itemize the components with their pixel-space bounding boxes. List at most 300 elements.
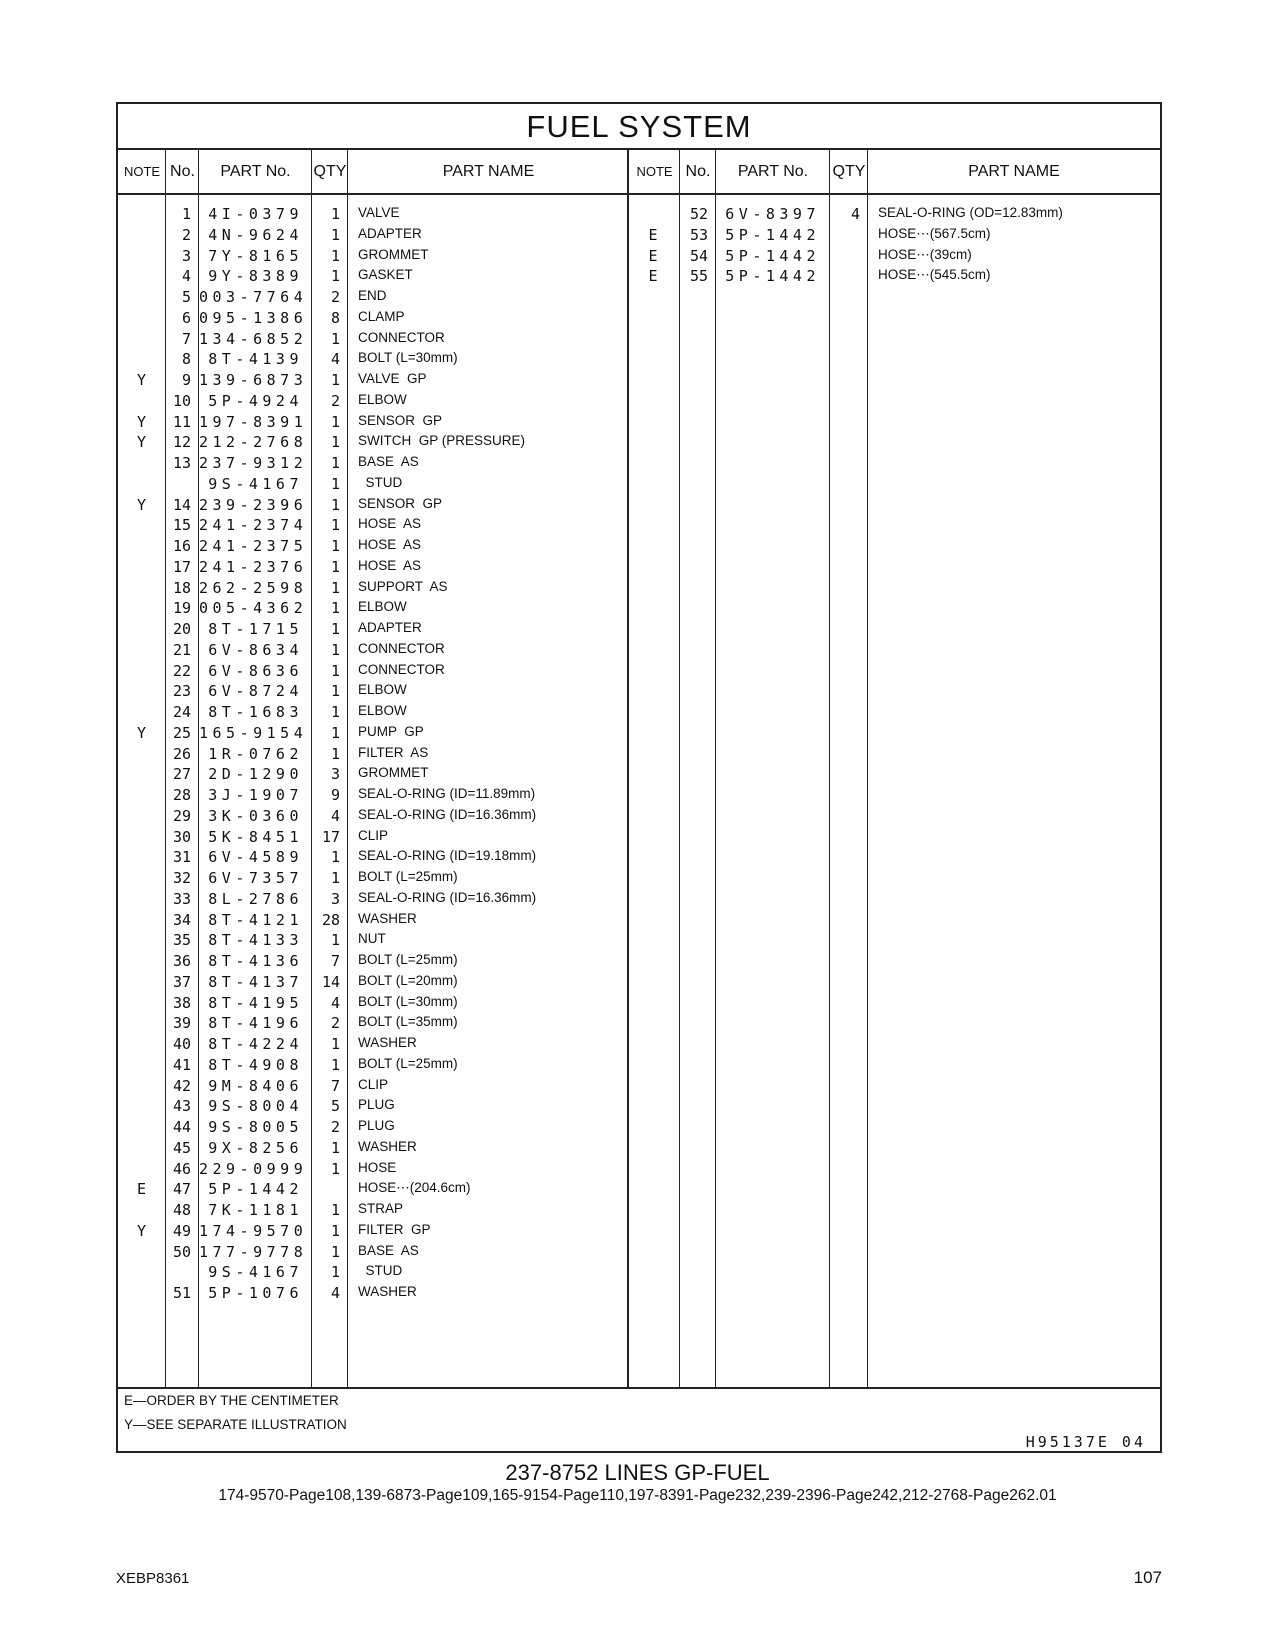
note-cell [118, 805, 165, 827]
note-cell [118, 950, 165, 972]
part-name-cell: BASE AS [358, 1242, 419, 1258]
note-cell [118, 1095, 165, 1117]
item-number-cell: 17 [172, 557, 191, 576]
header-part-no-right: PART No. [737, 163, 809, 180]
item-number-cell: 3 [181, 246, 191, 265]
quantity-cell: 17 [321, 827, 340, 846]
table-row [118, 1199, 1160, 1221]
table-row [118, 805, 1160, 827]
item-number-cell: 23 [172, 682, 191, 701]
note-cell [118, 1054, 165, 1076]
part-name-cell: SUPPORT AS [358, 578, 448, 594]
header-note-left: NOTE [123, 164, 161, 179]
header-part-name-left: PART NAME [442, 163, 535, 180]
part-name-cell: BOLT (L=30mm) [358, 350, 458, 366]
item-number-cell: 22 [172, 661, 191, 680]
item-number-cell: 11 [172, 412, 191, 431]
note-cell [118, 888, 165, 910]
note-cell: Y [136, 433, 147, 452]
part-number-cell: 241-2374 [199, 516, 308, 535]
item-number-cell: 48 [172, 1201, 191, 1219]
note-cell [118, 867, 165, 889]
quantity-cell: 1 [330, 1035, 340, 1053]
table-row [118, 971, 1160, 993]
part-name-cell: GROMMET [358, 765, 429, 781]
part-name-cell: CLAMP [358, 308, 405, 324]
item-number-cell: 6 [181, 308, 191, 327]
quantity-cell: 1 [330, 723, 340, 742]
part-name-cell: BASE AS [358, 454, 419, 469]
table-row [118, 224, 1160, 246]
item-number-cell: 47 [172, 1180, 191, 1199]
table-row [118, 577, 1160, 599]
part-name-cell: HOSE AS [358, 537, 422, 552]
item-number-cell: 53 [689, 225, 708, 244]
part-number-cell: 229-0999 [199, 1159, 308, 1178]
part-number-cell: 241-2376 [199, 557, 308, 576]
item-number-cell: 49 [172, 1221, 191, 1240]
item-number-cell: 30 [172, 827, 191, 846]
note-cell [118, 1116, 165, 1138]
header-qty-right: QTY [832, 163, 866, 180]
quantity-cell: 1 [330, 205, 340, 223]
item-number-cell: 31 [172, 848, 191, 867]
table-row [118, 639, 1160, 661]
part-name-cell: BOLT (L=25mm) [358, 869, 458, 884]
table-row [118, 1241, 1160, 1263]
part-number-cell: 6V-7357 [208, 869, 303, 887]
quantity-cell: 8 [330, 308, 340, 327]
quantity-cell: 1 [330, 412, 340, 431]
table-row [118, 390, 1160, 412]
item-number-cell: 20 [172, 620, 191, 638]
item-number-cell: 37 [172, 972, 191, 991]
header-qty-left: QTY [313, 163, 347, 180]
quantity-cell: 1 [330, 474, 340, 493]
quantity-cell: 1 [330, 225, 340, 244]
quantity-cell: 1 [330, 599, 340, 618]
part-number-cell: 8T-4137 [208, 972, 303, 991]
part-number-cell: 8T-4908 [208, 1055, 303, 1074]
part-name-cell: CLIP [358, 1076, 389, 1092]
part-name-cell: SWITCH GP (PRESSURE) [358, 433, 526, 449]
part-number-cell: 9Y-8389 [208, 267, 303, 286]
part-number-cell: 8T-4121 [208, 910, 303, 929]
part-name-cell: BOLT (L=30mm) [358, 993, 458, 1009]
table-row [118, 888, 1160, 910]
note-cell [118, 660, 165, 682]
part-name-cell: WASHER [358, 910, 417, 926]
part-number-cell: 095-1386 [199, 308, 308, 327]
table-row [118, 826, 1160, 848]
note-cell [118, 286, 165, 308]
table-row [118, 680, 1160, 702]
table-row [118, 1261, 1160, 1283]
note-cell: Y [136, 412, 147, 431]
part-name-cell: HOSE AS [358, 516, 422, 532]
quantity-cell: 4 [330, 806, 340, 825]
note-cell [118, 971, 165, 993]
quantity-cell: 1 [330, 1201, 340, 1219]
note-cell: E [648, 225, 658, 244]
part-number-cell: 8T-4196 [208, 1014, 303, 1033]
part-number-cell: 5P-1442 [208, 1180, 303, 1199]
page-references: 174-9570-Page108,139-6873-Page109,165-9154-Page110,197-8391-Page232,239-2396-Page242,212-2768-Page262.01 [218, 1487, 1057, 1504]
part-name-cell: ADAPTER [358, 620, 422, 635]
table-row [118, 1178, 1160, 1200]
part-number-cell: 134-6852 [199, 329, 308, 348]
quantity-cell: 1 [330, 1221, 340, 1240]
part-name-cell: HOSE AS [358, 557, 422, 573]
table-row [118, 514, 1160, 536]
header-note-right: NOTE [636, 164, 673, 179]
note-cell [118, 1199, 165, 1221]
part-name-cell: GROMMET [358, 246, 429, 262]
part-name-cell: SEAL-O-RING (OD=12.83mm) [878, 205, 1063, 220]
note-cell [118, 1261, 165, 1283]
part-number-cell: 4I-0379 [208, 205, 303, 223]
part-name-cell: ELBOW [358, 682, 407, 698]
note-cell [118, 826, 165, 848]
part-name-cell: SEAL-O-RING (ID=16.36mm) [358, 806, 537, 822]
part-number-cell: 9S-4167 [208, 474, 303, 493]
quantity-cell: 1 [330, 931, 340, 950]
quantity-cell: 3 [330, 765, 340, 784]
header-no-right: No. [685, 163, 711, 180]
note-cell: E [136, 1180, 147, 1199]
note-cell [118, 577, 165, 599]
note-cell [118, 909, 165, 931]
item-number-cell: 9 [181, 371, 191, 389]
note-cell [118, 328, 165, 350]
table-row [118, 494, 1160, 516]
part-name-cell: SEAL-O-RING (ID=16.36mm) [358, 889, 537, 905]
note-cell: E [648, 246, 658, 265]
part-name-cell: BOLT (L=25mm) [358, 952, 458, 967]
part-name-cell: HOSE⋯(567.5cm) [878, 225, 991, 241]
part-number-cell: 003-7764 [199, 288, 308, 306]
part-name-cell: STUD [358, 474, 403, 490]
part-name-cell: BOLT (L=20mm) [358, 972, 458, 988]
quantity-cell: 3 [330, 889, 340, 908]
table-row [118, 328, 1160, 350]
note-cell [118, 1075, 165, 1097]
part-name-cell: CONNECTOR [358, 661, 445, 677]
table-row [118, 348, 1160, 370]
quantity-cell [312, 1178, 340, 1200]
item-number-cell: 24 [172, 703, 191, 721]
table-row [118, 1220, 1160, 1242]
note-cell [118, 1158, 165, 1180]
quantity-cell: 4 [330, 1284, 340, 1302]
part-name-cell: SENSOR GP [358, 412, 443, 428]
quantity-cell: 1 [330, 848, 340, 867]
table-row [118, 1116, 1160, 1138]
table-row [118, 556, 1160, 578]
item-number-cell: 32 [172, 869, 191, 887]
table-row [118, 473, 1160, 495]
part-name-cell: ELBOW [358, 703, 407, 718]
quantity-cell: 1 [330, 454, 340, 472]
quantity-cell: 14 [321, 972, 340, 991]
item-number-cell: 29 [172, 806, 191, 825]
part-name-cell: WASHER [358, 1035, 417, 1050]
part-name-cell: FILTER GP [358, 1221, 431, 1237]
note-cell [118, 390, 165, 412]
item-number-cell: 19 [172, 599, 191, 618]
part-name-cell: CONNECTOR [358, 640, 445, 656]
item-number-cell: 36 [172, 952, 191, 970]
quantity-cell: 2 [330, 288, 340, 306]
part-number-cell: 6V-4589 [208, 848, 303, 867]
item-number-cell: 45 [172, 1138, 191, 1157]
quantity-cell: 1 [330, 661, 340, 680]
item-number-cell: 15 [172, 516, 191, 535]
item-number-cell: 10 [172, 391, 191, 410]
table-row [118, 763, 1160, 785]
item-number-cell: 43 [172, 1097, 191, 1116]
note-cell [118, 639, 165, 661]
table-row [118, 597, 1160, 619]
quantity-cell: 1 [330, 557, 340, 576]
note-cell: Y [136, 495, 147, 514]
document-id: XEBP8361 [116, 1570, 190, 1587]
quantity-cell: 9 [330, 786, 340, 804]
table-row [118, 909, 1160, 931]
part-number-cell: 9S-8005 [208, 1118, 303, 1136]
item-number-cell: 41 [172, 1055, 191, 1074]
part-number-cell: 8L-2786 [208, 889, 303, 908]
part-number-cell: 8T-4224 [208, 1035, 303, 1053]
item-number-cell: 42 [172, 1076, 191, 1095]
item-number-cell: 7 [181, 329, 191, 348]
item-number-cell: 26 [172, 744, 191, 763]
part-name-cell: FILTER AS [358, 744, 429, 760]
quantity-cell: 1 [330, 620, 340, 638]
table-row [118, 701, 1160, 723]
part-name-cell: SEAL-O-RING (ID=19.18mm) [358, 848, 537, 864]
parts-table-frame [116, 102, 1162, 1453]
part-number-cell: 8T-4133 [208, 931, 303, 950]
note-cell [118, 680, 165, 702]
table-row [118, 660, 1160, 682]
quantity-cell: 1 [330, 1242, 340, 1261]
item-number-cell: 40 [172, 1035, 191, 1053]
note-cell [118, 535, 165, 557]
table-row [118, 1282, 1160, 1304]
note-cell: E [648, 267, 658, 286]
item-number-cell: 12 [172, 433, 191, 452]
note-cell [118, 452, 165, 474]
part-name-cell: GASKET [358, 267, 413, 283]
header-part-no-left: PART No. [220, 163, 291, 180]
part-name-cell: ELBOW [358, 391, 407, 407]
part-name-cell: WASHER [358, 1284, 417, 1299]
quantity-cell: 4 [330, 993, 340, 1012]
part-number-cell: 6V-8397 [725, 205, 820, 223]
part-number-cell: 3J-1907 [208, 786, 303, 804]
note-cell [118, 1282, 165, 1304]
part-number-cell: 212-2768 [199, 433, 308, 452]
part-name-cell: HOSE⋯(39cm) [878, 246, 972, 262]
note-cell: Y [136, 371, 147, 389]
group-title: 237-8752 LINES GP-FUEL [505, 1460, 770, 1485]
part-number-cell: 139-6873 [199, 371, 308, 389]
part-number-cell: 2D-1290 [208, 765, 303, 784]
table-row [118, 535, 1160, 557]
part-number-cell: 6V-8636 [208, 661, 303, 680]
part-number-cell: 8T-4136 [208, 952, 303, 970]
quantity-cell: 4 [330, 350, 340, 369]
table-row [118, 1075, 1160, 1097]
quantity-cell: 1 [330, 703, 340, 721]
quantity-cell: 1 [330, 537, 340, 555]
part-name-cell: PLUG [358, 1118, 395, 1133]
part-name-cell: STRAP [358, 1201, 404, 1216]
part-number-cell: 8T-1715 [208, 620, 303, 638]
part-number-cell: 262-2598 [199, 578, 308, 597]
legend-y: Y—SEE SEPARATE ILLUSTRATION [124, 1417, 347, 1432]
item-number-cell: 4 [181, 267, 191, 286]
quantity-cell: 2 [330, 1118, 340, 1136]
table-header-row [118, 150, 1160, 195]
part-number-cell: 7K-1181 [208, 1201, 303, 1219]
note-cell [118, 784, 165, 806]
quantity-cell [830, 224, 860, 246]
item-number-cell: 16 [172, 537, 191, 555]
quantity-cell: 1 [330, 1138, 340, 1157]
note-cell [118, 846, 165, 868]
note-cell [118, 929, 165, 951]
part-number-cell: 237-9312 [199, 454, 308, 472]
part-number-cell: 5P-1442 [725, 225, 820, 244]
table-row [118, 743, 1160, 765]
quantity-cell: 28 [321, 910, 340, 929]
table-row [118, 1054, 1160, 1076]
quantity-cell [830, 245, 860, 267]
note-cell [118, 701, 165, 723]
note-cell [629, 203, 677, 225]
part-name-cell: STUD [358, 1263, 403, 1279]
part-name-cell: NUT [358, 931, 386, 947]
item-number-cell: 51 [172, 1284, 191, 1302]
header-no-left: No. [170, 163, 195, 180]
quantity-cell: 1 [330, 246, 340, 265]
table-row [118, 1095, 1160, 1117]
item-number-cell: 52 [689, 205, 708, 223]
quantity-cell: 1 [330, 640, 340, 659]
quantity-cell: 1 [330, 578, 340, 597]
table-row [118, 950, 1160, 972]
note-cell [118, 514, 165, 536]
table-footer [118, 1387, 1160, 1453]
part-number-cell: 5P-1442 [725, 267, 820, 286]
part-number-cell: 9S-8004 [208, 1097, 303, 1116]
part-number-cell: 5P-1076 [208, 1284, 303, 1302]
part-name-cell: WASHER [358, 1138, 417, 1154]
quantity-cell: 1 [330, 1263, 340, 1282]
table-row [118, 452, 1160, 474]
part-number-cell: 5P-1442 [725, 246, 820, 265]
part-number-cell: 4N-9624 [208, 225, 303, 244]
part-number-cell: 3K-0360 [208, 806, 303, 825]
part-name-cell: END [358, 288, 387, 303]
quantity-cell: 1 [330, 1159, 340, 1178]
note-cell [118, 556, 165, 578]
quantity-cell: 1 [330, 516, 340, 535]
item-number-cell: 39 [172, 1014, 191, 1033]
note-cell [118, 1241, 165, 1263]
item-number-cell: 46 [172, 1159, 191, 1178]
note-cell [118, 1012, 165, 1034]
table-row [118, 1158, 1160, 1180]
part-name-cell: CLIP [358, 827, 389, 843]
item-number-cell: 55 [689, 267, 708, 286]
quantity-cell: 2 [330, 391, 340, 410]
table-row [118, 1012, 1160, 1034]
part-number-cell: 9M-8406 [208, 1076, 303, 1095]
section-title: FUEL SYSTEM [118, 104, 1160, 150]
part-name-cell: SENSOR GP [358, 495, 443, 511]
quantity-cell: 1 [330, 744, 340, 763]
note-cell: Y [136, 1221, 147, 1240]
item-number-cell: 54 [689, 246, 708, 265]
item-number-cell: 33 [172, 889, 191, 908]
part-number-cell: 6V-8634 [208, 640, 303, 659]
part-name-cell: SEAL-O-RING (ID=11.89mm) [358, 786, 536, 801]
table-row [118, 929, 1160, 951]
legend-e: E—ORDER BY THE CENTIMETER [124, 1393, 339, 1408]
item-number-cell: 5 [181, 288, 191, 306]
table-row [118, 411, 1160, 433]
note-cell [118, 992, 165, 1014]
quantity-cell: 7 [330, 952, 340, 970]
table-row [118, 1033, 1160, 1055]
part-number-cell: 197-8391 [199, 412, 308, 431]
table-row [118, 722, 1160, 744]
item-number-cell: 50 [172, 1242, 191, 1261]
quantity-cell: 1 [330, 869, 340, 887]
quantity-cell [830, 265, 860, 287]
part-name-cell: PLUG [358, 1097, 395, 1113]
part-name-cell: HOSE⋯(204.6cm) [358, 1180, 471, 1196]
table-row [118, 431, 1160, 453]
quantity-cell: 1 [330, 1055, 340, 1074]
note-cell [118, 618, 165, 640]
quantity-cell: 7 [330, 1076, 340, 1095]
part-number-cell: 5P-4924 [208, 391, 303, 410]
quantity-cell: 2 [330, 1014, 340, 1033]
item-number-cell: 14 [172, 495, 191, 514]
part-number-cell: 177-9778 [199, 1242, 308, 1261]
note-cell [118, 1033, 165, 1055]
part-number-cell: 6V-8724 [208, 682, 303, 701]
table-row [118, 265, 1160, 287]
part-name-cell: ELBOW [358, 599, 407, 615]
quantity-cell: 1 [330, 682, 340, 701]
table-row [118, 245, 1160, 267]
part-number-cell: 005-4362 [199, 599, 308, 618]
quantity-cell: 1 [330, 433, 340, 452]
table-row [118, 203, 1160, 225]
part-name-cell: BOLT (L=35mm) [358, 1014, 458, 1030]
item-number-cell: 34 [172, 910, 191, 929]
part-number-cell: 5K-8451 [208, 827, 303, 846]
part-name-cell: HOSE [358, 1159, 397, 1175]
table-row [118, 286, 1160, 308]
part-name-cell: CONNECTOR [358, 329, 445, 345]
quantity-cell: 1 [330, 371, 340, 389]
